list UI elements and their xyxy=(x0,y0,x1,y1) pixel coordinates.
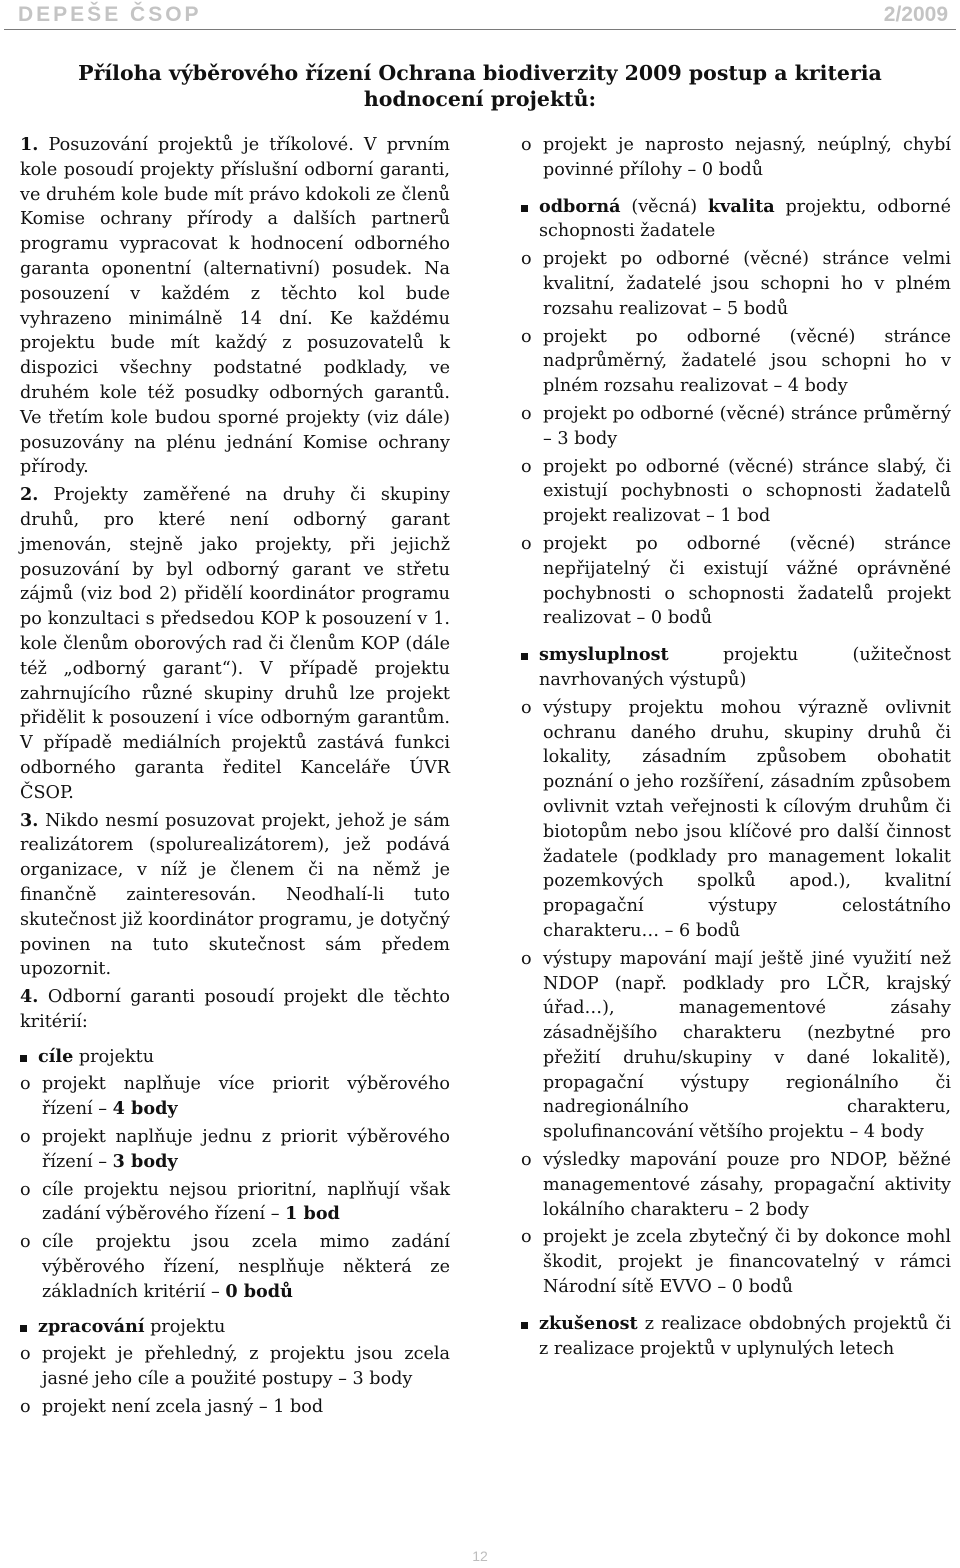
title-line-1: Příloha výběrového řízení Ochrana biodiverzity 2009 postup a kriteria xyxy=(78,61,882,85)
goals-option-3-points: 1 bod xyxy=(285,1203,340,1225)
paragraph-3-text: Nikdo nesmí posuzovat projekt, jehož je sám realizátorem (spolurealizátorem), jež podává organizace, v níž je členem či na němž je finančně zainteresován. Neodhalí-li tuto skutečnost již koordinátor programu, je dotyčný povinen na tuto skutečnost sám předem upozornit. xyxy=(20,810,450,980)
criterion-quality-name-2: kvalita xyxy=(707,195,775,217)
criterion-quality xyxy=(521,195,951,245)
criterion-processing-rest: projektu xyxy=(144,1316,226,1337)
paragraph-4 xyxy=(20,985,450,1035)
criterion-usefulness xyxy=(521,643,951,693)
quality-option-3: o projekt po odborné (věcné) stránce průměrný – 3 body xyxy=(521,402,951,452)
title-line-2: hodnocení projektů: xyxy=(363,87,597,111)
goals-option-4-points: 0 bodů xyxy=(225,1280,293,1302)
criterion-experience-name: zkušenost xyxy=(539,1312,638,1334)
criterion-usefulness-name: smysluplnost xyxy=(539,644,669,666)
usefulness-option-3: o výsledky mapování pouze pro NDOP, běžné managementové zásahy, propagační aktivity lokálního charakteru – 2 body xyxy=(521,1148,951,1222)
usefulness-option-1: o výstupy projektu mohou výrazně ovlivnit ochranu daného druhu, skupiny druhů či lokality, zásadním způsobem obohatit poznání o jeho rozšíření, zásadním způsobem ovlivnit vztah veřejnosti k cílovým druhům či biotopům nebo jsou klíčové pro další činnost žadatele (podklady pro management lokalit pozemkových spolků apod.), kvalitní propagační výstupy celostátního charakteru… – 6 bodů xyxy=(521,696,951,944)
quality-option-1: o projekt po odborné (věcné) stránce velmi kvalitní, žadatelé jsou schopni ho v plném rozsahu realizovat – 5 bodů xyxy=(521,247,951,321)
goals-option-2-points: 3 body xyxy=(112,1150,178,1172)
paragraph-3 xyxy=(20,809,450,983)
paragraph-1-number: 1. xyxy=(20,134,39,155)
criterion-goals-rest: projektu xyxy=(73,1046,155,1067)
issue-number: 2/2009 xyxy=(883,3,948,26)
quality-option-5: o projekt po odborné (věcné) stránce nepřijatelný či existují vážné oprávněné pochybnosti o schopnosti žadatelů projekt realizovat – 0 bodů xyxy=(521,532,951,631)
left-column xyxy=(20,133,450,1420)
criterion-goals xyxy=(20,1045,450,1070)
page-header xyxy=(0,0,960,32)
paragraph-1 xyxy=(20,133,450,480)
criterion-quality-name: odborná xyxy=(539,195,621,217)
goals-option-1-points: 4 body xyxy=(112,1098,178,1120)
page-number: 12 xyxy=(472,1548,488,1564)
criterion-processing-name: zpracování xyxy=(38,1315,145,1337)
goals-option-2: o projekt naplňuje jednu z priorit výběrového řízení – 3 body xyxy=(20,1125,450,1175)
criterion-quality-rest: projektu, odborné schopnosti žadatele xyxy=(539,196,951,242)
paragraph-2-text: Projekty zaměřené na druhy či skupiny druhů, pro které není odborný garant jmenován, stejně jako projekty, při jejichž posuzování by byl odborný garant ve střetu zájmů (viz bod 2) přidělí koordinátor programu po konzultaci s předsedou KOP k posouzení v 1. kole členům oborových rad či členům KOP (dále též „odborný garant“). V případě projektu zahrnujícího různé skupiny druhů lze projekt přidělit k posouzení i více odborným garantům. V případě mediálních projektů zastává funkci odborného garanta ředitel Kanceláře ÚVR ČSOP. xyxy=(20,485,450,803)
right-column xyxy=(521,133,951,1361)
paragraph-3-number: 3. xyxy=(20,809,39,831)
criterion-goals-name: cíle xyxy=(38,1045,74,1067)
quality-option-2: o projekt po odborné (věcné) stránce nadprůměrný, žadatelé jsou schopni ho v plném rozsahu realizovat – 4 body xyxy=(521,325,951,399)
goals-option-4-text: cíle projektu jsou zcela mimo zadání výběrového řízení, nesplňuje některá ze základních kritérií xyxy=(42,1232,450,1302)
criterion-processing xyxy=(20,1315,450,1340)
goals-option-4: o cíle projektu jsou zcela mimo zadání výběrového řízení, nesplňuje některá ze základních kritérií – 0 bodů xyxy=(20,1230,450,1304)
processing-option-2: o projekt není zcela jasný – 1 bod xyxy=(20,1395,450,1420)
document-title xyxy=(20,60,940,112)
criterion-experience-rest: z realizace obdobných projektů či z realizace projektů v uplynulých letech xyxy=(539,1313,951,1359)
paragraph-1-text: Posuzování projektů je tříkolové. V prvním kole posoudí projekty příslušní odborní garanti, ve druhém kole bude mít právo kdokoli ze členů Komise ochrany přírody a dalších partnerů programu vypracovat k hodnocení odborného garanta oponentní (alternativní) posudek. Na posouzení v každém z těchto kol bude vyhrazeno minimálně 14 dní. Ke každému projektu bude mít každý z posuzovatelů k dispozici všechny podstatné podklady, ve druhém kole též posudky odborných garantů. Ve třetím kole budou sporné projekty (viz dále) posuzovány na plénu jednání Komise ochrany přírody. xyxy=(20,135,450,478)
criterion-quality-mid: (věcná) xyxy=(620,196,708,217)
paragraph-2 xyxy=(20,483,450,805)
paragraph-2-number: 2. xyxy=(20,484,39,506)
processing-option-1: o projekt je přehledný, z projektu jsou zcela jasné jeho cíle a použité postupy – 3 body xyxy=(20,1342,450,1392)
paragraph-4-number: 4. xyxy=(20,986,39,1008)
usefulness-option-2: o výstupy mapování mají ještě jiné využití než NDOP (např. podklady pro LČR, krajský úřad…), managementové zásahy zásadnějšího charakteru (nezbytné pro přežití druhu/skupiny v dané lokalitě), propagační výstupy regionálního či nadregionálního charakteru, spolufinancování většího projektu – 4 body xyxy=(521,947,951,1145)
goals-option-3: o cíle projektu nejsou prioritní, naplňují však zadání výběrového řízení – 1 bod xyxy=(20,1178,450,1228)
criterion-usefulness-rest: projektu (užitečnost navrhovaných výstupů) xyxy=(539,645,951,690)
usefulness-option-4: o projekt je zcela zbytečný či by dokonce mohl škodit, projekt je financovatelný v rámci Národní sítě EVVO – 0 bodů xyxy=(521,1225,951,1299)
goals-option-2-text: projekt naplňuje jednu z priorit výběrového řízení xyxy=(42,1127,450,1172)
goals-option-1: o projekt naplňuje více priorit výběrového řízení – 4 body xyxy=(20,1072,450,1122)
header-rule xyxy=(4,29,956,30)
paragraph-4-text: Odborní garanti posoudí projekt dle těchto kritérií: xyxy=(20,987,450,1032)
quality-option-4: o projekt po odborné (věcné) stránce slabý, či existují pochybnosti o schopnosti žadatelů projekt realizovat – 1 bod xyxy=(521,455,951,529)
goals-option-1-text: projekt naplňuje více priorit výběrového řízení xyxy=(42,1074,450,1120)
criterion-experience xyxy=(521,1312,951,1362)
publication-name: DEPEŠE ČSOP xyxy=(18,3,202,26)
processing-option-3: o projekt je naprosto nejasný, neúplný, chybí povinné přílohy – 0 bodů xyxy=(521,133,951,183)
goals-option-3-text: cíle projektu nejsou prioritní, naplňují však zadání výběrového řízení xyxy=(42,1179,450,1225)
